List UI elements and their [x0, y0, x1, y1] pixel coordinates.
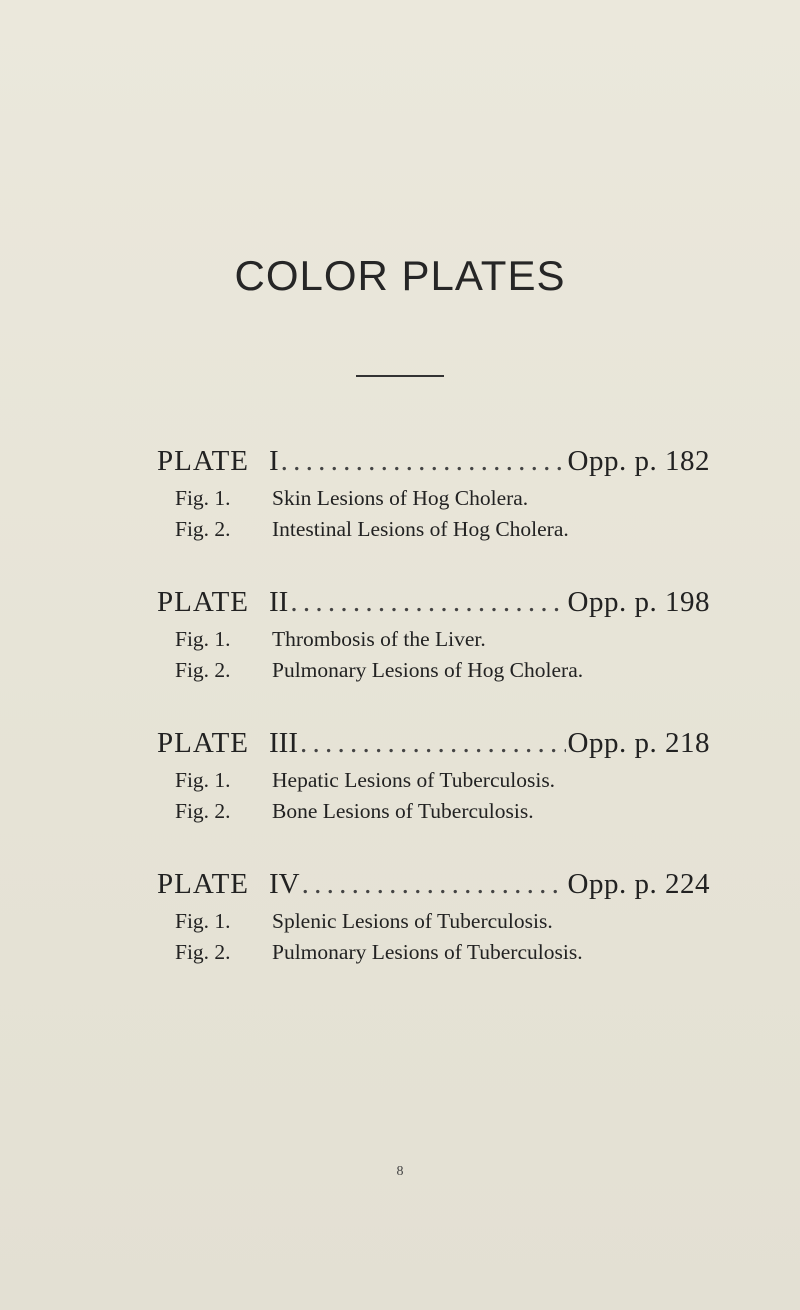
figure-caption: Splenic Lesions of Tuberculosis. [272, 909, 553, 933]
page-title: COLOR PLATES [234, 252, 566, 299]
figure-caption: Pulmonary Lesions of Hog Cholera. [272, 658, 584, 682]
plate-heading [157, 445, 710, 483]
figure-caption: Skin Lesions of Hog Cholera. [272, 486, 529, 510]
figure-caption: Bone Lesions of Tuberculosis. [272, 799, 534, 823]
plate-word: PLATE [157, 868, 249, 900]
figure-label: Fig. 1. [175, 486, 231, 510]
figure-caption: Thrombosis of the Liver. [272, 627, 486, 651]
dot-leader [300, 727, 566, 760]
plate-page-ref: Opp. p. 198 [567, 586, 710, 618]
dot-leader [290, 586, 565, 619]
figure-label: Fig. 2. [175, 940, 231, 964]
figure-line [175, 655, 710, 686]
plate-number: I [269, 445, 279, 477]
figure-line [175, 937, 710, 968]
plate-page-ref: Opp. p. 218 [567, 727, 710, 759]
figure-line [175, 514, 710, 545]
plate-entry-1 [157, 445, 710, 545]
figure-label: Fig. 1. [175, 768, 231, 792]
plate-word: PLATE [157, 445, 249, 477]
figure-caption: Hepatic Lesions of Tuberculosis. [272, 768, 556, 792]
plate-number: IV [269, 868, 300, 900]
figure-caption: Intestinal Lesions of Hog Cholera. [272, 517, 569, 541]
figure-label: Fig. 2. [175, 799, 231, 823]
figure-label: Fig. 2. [175, 658, 231, 682]
figure-label: Fig. 1. [175, 627, 231, 651]
dot-leader [281, 445, 566, 478]
title-divider [356, 375, 444, 377]
figure-line [175, 796, 710, 827]
figure-line [175, 906, 710, 937]
dot-leader [302, 868, 566, 901]
plate-word: PLATE [157, 727, 249, 759]
plate-number: III [269, 727, 298, 759]
figure-label: Fig. 1. [175, 909, 231, 933]
plate-entry-3 [157, 727, 710, 827]
plate-word: PLATE [157, 586, 249, 618]
plate-heading [157, 868, 710, 906]
plate-page-ref: Opp. p. 224 [567, 868, 710, 900]
plate-heading [157, 586, 710, 624]
plate-entry-2 [157, 586, 710, 686]
plate-page-ref: Opp. p. 182 [567, 445, 710, 477]
page-number: 8 [396, 1164, 404, 1179]
plate-number: II [269, 586, 289, 618]
plate-entry-4 [157, 868, 710, 968]
figure-line [175, 483, 710, 514]
figure-line [175, 765, 710, 796]
figure-line [175, 624, 710, 655]
figure-caption: Pulmonary Lesions of Tuberculosis. [272, 940, 583, 964]
figure-label: Fig. 2. [175, 517, 231, 541]
plate-heading [157, 727, 710, 765]
